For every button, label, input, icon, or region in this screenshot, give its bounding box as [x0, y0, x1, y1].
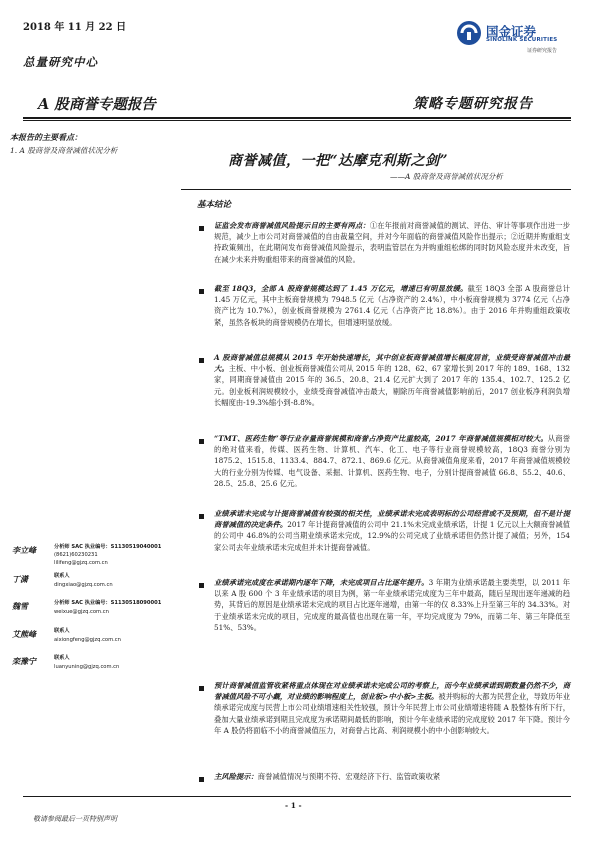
analyst-phone: (8621)60230231	[54, 552, 98, 558]
conclusion-paragraph: 业绩承诺完成度在承诺期内逐年下降，未完成项目占比逐年提升。3 年期为业绩承诺最主要类型，以 2011 年以来 A 股 600 个 3 年业绩承诺的项目为例，第一年业绩承诺完成度为三年中最高，随后呈现出逐年递减的趋势，其背后的原因是业绩承诺未完成的项目占比逐年递增，由第一年的仅 8.33%上升至第三年的 34.33%。对于业绩承诺未完成的项目，完成度的最高值也出现在第一年，平均完成度为 79%，而第二年、第三年降低至 51%、53%。	[214, 578, 571, 632]
bullet-marker	[199, 439, 204, 444]
conclusion-paragraph: 截至 18Q3，全部 A 股商誉规模达到了 1.45 万亿元，增速已有明显放缓。截至 18Q3 全部 A 股商誉总计 1.45 万亿元，其中主板商誉规模为 7948.5 亿元（占净资产的 2.4%），中小板商誉规模为 3774 亿元（占净资产比为 10.7%），创业板商誉规模为 2761.4 亿元（占净资产比 18.8%）。由于 2016 年并购重组政策收紧，虽然各板块的商誉规模仍在增长，但增速明显放缓。	[214, 284, 570, 327]
focus-item: 1. A 股商誉及商誉减值状况分析	[10, 146, 118, 155]
logo-subtitle: 证券研究报告	[527, 48, 558, 54]
title-divider	[181, 189, 571, 190]
analyst-name: 魏雪	[12, 601, 28, 611]
conclusion-paragraph: 业绩承诺未完成与计提商誉减值有较强的相关性，业绩承诺未完成表明标的公司经营或不及预期，但不是计提商誉减值的决定条件。2017 年计提商誉减值的公司中 21.1%未完成业绩承诺，计提 1 亿元以上大额商誉减值的公司中 46.8%的公司当期业绩承诺未完成，12.9%的公司完成了业绩承诺但仍然计提了减值；另外，154 家公司去年业绩承诺未完成但并未计提商誉减值。	[214, 509, 571, 552]
analyst-name: 艾熊峰	[12, 629, 36, 639]
risk-paragraph: 主风险提示：商誉减值情况与预期不符、宏观经济下行、监管政策收紧	[214, 772, 441, 781]
analyst-credential: 分析师 SAC 执业编号：S1130519040001	[54, 544, 162, 550]
page-number: - 1 -	[285, 801, 302, 810]
bullet-marker	[199, 358, 204, 363]
analyst-credential: 联系人	[54, 628, 70, 634]
report-subtitle: ——A 股商誉及商誉减值状况分析	[390, 172, 503, 181]
analyst-credential: 联系人	[54, 573, 70, 579]
footer-divider	[23, 796, 571, 797]
conclusion-paragraph: “TMT、医药生物”等行业存量商誉规模和商誉占净资产比重较高，2017 年商誉减值规模相对较大。从商誉的绝对值来看，传媒、医药生物、计算机、汽车、化工、电子等行业商誉规模较高，18Q3 商誉分别为 1875.2、1515.8、1133.4、884.7、872.1、869.6 亿元。从商誉减值角度来看，2017 年商誉减值规模较大的行业分别为传媒、电气设备、采掘、计算机、医药生物、电子，分别计提商誉减值 66.8、55.2、40.6、28.5、25.8、25.6 亿元。	[214, 434, 570, 488]
analyst-name: 丁潇	[12, 574, 28, 584]
report-title: 商誉减值，一把“达摩克利斯之剑”	[228, 153, 449, 169]
bullet-marker	[199, 686, 204, 691]
report-date: 2018 年 11 月 22 日	[23, 22, 127, 33]
analyst-email[interactable]: lilifeng@gjzq.com.cn	[54, 560, 108, 566]
analyst-credential: 联系人	[54, 655, 70, 661]
bullet-marker	[199, 583, 204, 588]
conclusion-paragraph: 证监会发布商誉减值风险提示目的主要有两点：①在年报前对商誉减值的测试、评估、审计等事项作出进一步规范，减少上市公司对商誉减值的自由裁量空间，并对今年面临的商誉减值风险作出提示；②近期并购重组支持政策频出，在此期间发布商誉减值风险提示，表明监管层在为并购重组松绑的同时防风险态度并未改变，旨在减少未来并购重组带来的商誉减值的风险。	[214, 221, 571, 264]
analyst-name: 栾豫宁	[12, 656, 36, 666]
bullet-marker	[199, 514, 204, 519]
report-type: 策略专题研究报告	[413, 96, 533, 112]
conclusion-paragraph: A 股商誉减值总规模从 2015 年开始快速增长，其中创业板商誉减值增长幅度居首，业绩受商誉减值冲击最大。主板、中小板、创业板商誉减值公司从 2015 年的 128、62、67 家增长到 2017 年的 189、168、132 家，同期商誉减值由 2015 年的 36.5、20.8、21.4 亿元扩大到了 2017 年的 135.4、102.7、125.2 亿元。创业板利润规模较小，业绩受商誉减值冲击最大，剔除历年商誉减值影响前后，2017 创业板净利润负增长幅度由-19.3%缩小到-8.8%。	[214, 353, 571, 407]
bullet-marker	[199, 226, 204, 231]
bullet-marker	[199, 777, 204, 782]
section-heading: 基本结论	[197, 200, 232, 210]
analyst-email[interactable]: luanyuning@gjzq.com.cn	[54, 664, 120, 670]
analyst-email[interactable]: aixiongfeng@gjzq.com.cn	[54, 637, 121, 643]
header-divider	[23, 117, 571, 119]
report-series: A 股商誉专题报告	[38, 96, 156, 113]
logo-chinese-name: 国金证券	[486, 24, 537, 39]
focus-title: 本报告的主要看点：	[10, 132, 82, 142]
logo-english-name: SINOLINK SECURITIES	[486, 37, 558, 43]
research-center: 总量研究中心	[23, 55, 98, 69]
sinolink-logo-icon	[456, 20, 482, 46]
conclusion-paragraph: 预计商誉减值监管收紧将重点体现在对业绩承诺未完成公司的考察上，而今年业绩承诺到期数量仍然不少，商誉减值风险不可小觑，对业绩的影响程度上，创业板>中小板>主板。被并购标的大都为民营企业，导致历年业绩承诺完成度与民营上市公司业绩增速相关性较强，预计今年民营上市公司业绩增速将随 A 股整体有所下行，叠加大量业绩承诺到期且完成度为承诺期间最低的影响，预计今年业绩承诺的完成度较 2017 年下降。预计今年 A 股仍将面临不小的商誉减值压力，对商誉占比高、利润规模小的中小创影响较大。	[214, 681, 571, 735]
analyst-email[interactable]: dingxiao@gjzq.com.cn	[54, 582, 113, 588]
analyst-name: 李立峰	[12, 545, 36, 555]
footer-disclaimer: 敬请参阅最后一页特别声明	[33, 815, 117, 823]
analyst-credential: 分析师 SAC 执业编号：S1130518090001	[54, 600, 162, 606]
analyst-email[interactable]: weixue@gjzq.com.cn	[54, 609, 109, 615]
header-divider-thin	[23, 120, 571, 121]
bullet-marker	[199, 289, 204, 294]
